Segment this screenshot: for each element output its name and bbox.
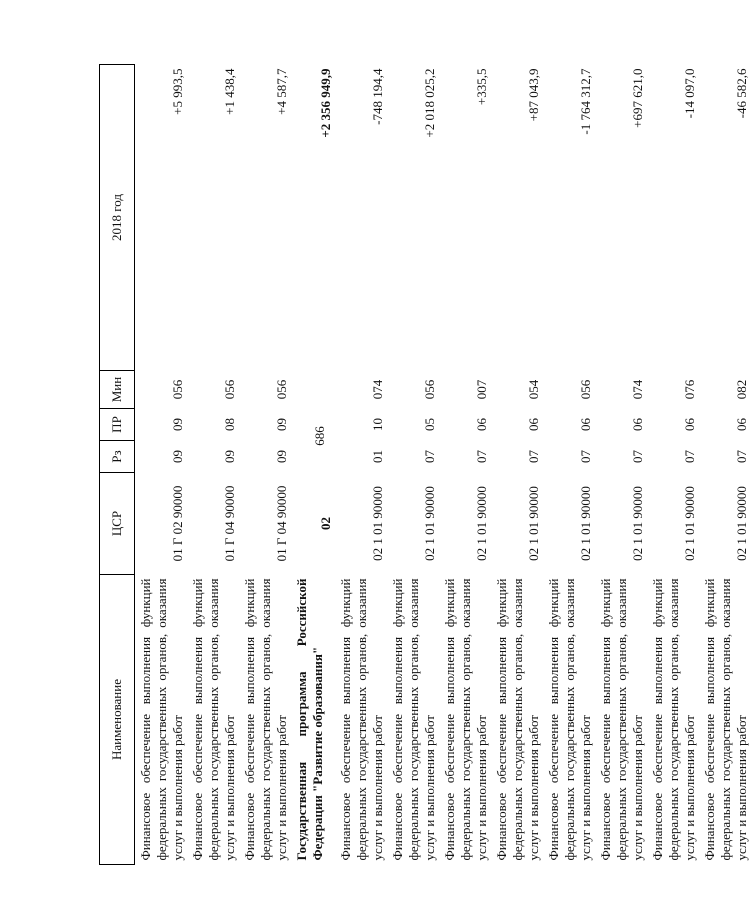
cell-name: Финансовое обеспечение выполнения функций федеральных государственных органов, оказания услуг и выполнения работ — [138, 578, 185, 861]
cell-min: 056 — [422, 379, 437, 400]
cell-name: Финансовое обеспечение выполнения функций федеральных государственных органов, оказания услуг и выполнения работ — [390, 578, 437, 861]
cell-min: 056 — [578, 379, 593, 400]
header-name: Наименование — [100, 575, 135, 865]
cell-value: +335,5 — [474, 68, 489, 106]
table-row — [544, 65, 596, 865]
cell-csr: 02 1 01 90000 — [682, 486, 697, 561]
cell-csr: 02 — [318, 517, 333, 530]
table-row — [492, 65, 544, 865]
table-row — [188, 65, 240, 865]
cell-pr: 09 — [274, 418, 289, 431]
cell-csr: 01 Г 04 90000 — [222, 485, 237, 562]
page-number: 686 — [312, 426, 327, 446]
cell-rz — [292, 441, 336, 473]
header-csr: ЦСР — [100, 473, 135, 575]
cell-min: 074 — [630, 379, 645, 400]
table-row — [292, 65, 336, 865]
table-row — [648, 65, 700, 865]
cell-min: 074 — [370, 379, 385, 400]
cell-name: Финансовое обеспечение выполнения функций федеральных государственных органов, оказания услуг и выполнения работ — [702, 578, 749, 861]
cell-csr: 01 Г 04 90000 — [274, 485, 289, 562]
cell-value: +1 438,4 — [222, 68, 237, 115]
table-row — [240, 65, 292, 865]
cell-rz: 09 — [170, 450, 185, 463]
cell-pr: 06 — [630, 418, 645, 431]
cell-name: Государственная программа Российской Федерации "Развитие образования" — [294, 578, 325, 861]
cell-pr: 06 — [682, 418, 697, 431]
cell-pr: 09 — [170, 418, 185, 431]
cell-rz: 07 — [682, 450, 697, 463]
cell-pr: 05 — [422, 418, 437, 431]
cell-min: 076 — [682, 379, 697, 400]
cell-csr: 02 1 01 90000 — [370, 486, 385, 561]
cell-value: +87 043,9 — [526, 68, 541, 122]
cell-value: -14 097,0 — [682, 68, 697, 119]
cell-value: -748 194,4 — [370, 68, 385, 125]
cell-name: Финансовое обеспечение выполнения функций федеральных государственных органов, оказания услуг и выполнения работ — [650, 578, 697, 861]
cell-csr: 02 1 01 90000 — [526, 486, 541, 561]
cell-csr: 02 1 01 90000 — [422, 486, 437, 561]
cell-value: -46 582,6 — [734, 68, 749, 119]
table-body — [135, 65, 752, 865]
cell-name: Финансовое обеспечение выполнения функций федеральных государственных органов, оказания услуг и выполнения работ — [190, 578, 237, 861]
cell-pr: 06 — [734, 418, 749, 431]
cell-value: +697 621,0 — [630, 68, 645, 128]
cell-rz: 07 — [474, 450, 489, 463]
cell-value: -1 764 312,7 — [578, 68, 593, 135]
cell-csr: 02 1 01 90000 — [578, 486, 593, 561]
table-header-row — [100, 65, 135, 865]
cell-value: +2 018 025,2 — [422, 68, 437, 138]
cell-csr: 02 1 01 90000 — [630, 486, 645, 561]
cell-rz: 07 — [630, 450, 645, 463]
cell-name: Финансовое обеспечение выполнения функций федеральных государственных органов, оказания услуг и выполнения работ — [598, 578, 645, 861]
cell-name: Финансовое обеспечение выполнения функций федеральных государственных органов, оказания услуг и выполнения работ — [242, 578, 289, 861]
cell-name: Финансовое обеспечение выполнения функций федеральных государственных органов, оказания услуг и выполнения работ — [338, 578, 385, 861]
cell-name: Финансовое обеспечение выполнения функций федеральных государственных органов, оказания услуг и выполнения работ — [442, 578, 489, 861]
cell-min: 007 — [474, 379, 489, 400]
cell-min: 082 — [734, 379, 749, 400]
header-min: Мин — [100, 371, 135, 409]
cell-min: 056 — [274, 379, 289, 400]
cell-min — [292, 371, 336, 409]
cell-pr: 06 — [474, 418, 489, 431]
cell-min: 056 — [222, 379, 237, 400]
cell-csr: 02 1 01 90000 — [474, 486, 489, 561]
budget-table-container — [99, 65, 749, 865]
table-row — [596, 65, 648, 865]
cell-csr: 02 1 01 90000 — [734, 486, 749, 561]
cell-value: +4 587,7 — [274, 68, 289, 115]
cell-min: 054 — [526, 379, 541, 400]
cell-rz: 07 — [734, 450, 749, 463]
cell-name: Финансовое обеспечение выполнения функций федеральных государственных органов, оказания услуг и выполнения работ — [546, 578, 593, 861]
cell-pr: 06 — [526, 418, 541, 431]
cell-rz: 07 — [578, 450, 593, 463]
cell-rz: 07 — [422, 450, 437, 463]
table-row — [440, 65, 492, 865]
cell-csr: 01 Г 02 90000 — [170, 485, 185, 562]
header-pr: ПР — [100, 409, 135, 441]
budget-table — [99, 64, 752, 865]
cell-rz: 01 — [370, 450, 385, 463]
header-2018: 2018 год — [100, 65, 135, 371]
table-row — [388, 65, 440, 865]
cell-pr — [292, 409, 336, 441]
cell-pr: 10 — [370, 418, 385, 431]
cell-min: 056 — [170, 379, 185, 400]
table-row — [135, 65, 189, 865]
cell-pr: 06 — [578, 418, 593, 431]
table-row — [700, 65, 752, 865]
cell-rz: 09 — [274, 450, 289, 463]
cell-rz: 09 — [222, 450, 237, 463]
cell-name: Финансовое обеспечение выполнения функций федеральных государственных органов, оказания услуг и выполнения работ — [494, 578, 541, 861]
cell-pr: 08 — [222, 418, 237, 431]
cell-value: +2 356 949,9 — [318, 68, 333, 138]
cell-rz: 07 — [526, 450, 541, 463]
table-row — [336, 65, 388, 865]
header-rz: Рз — [100, 441, 135, 473]
cell-value: +5 993,5 — [170, 68, 185, 115]
